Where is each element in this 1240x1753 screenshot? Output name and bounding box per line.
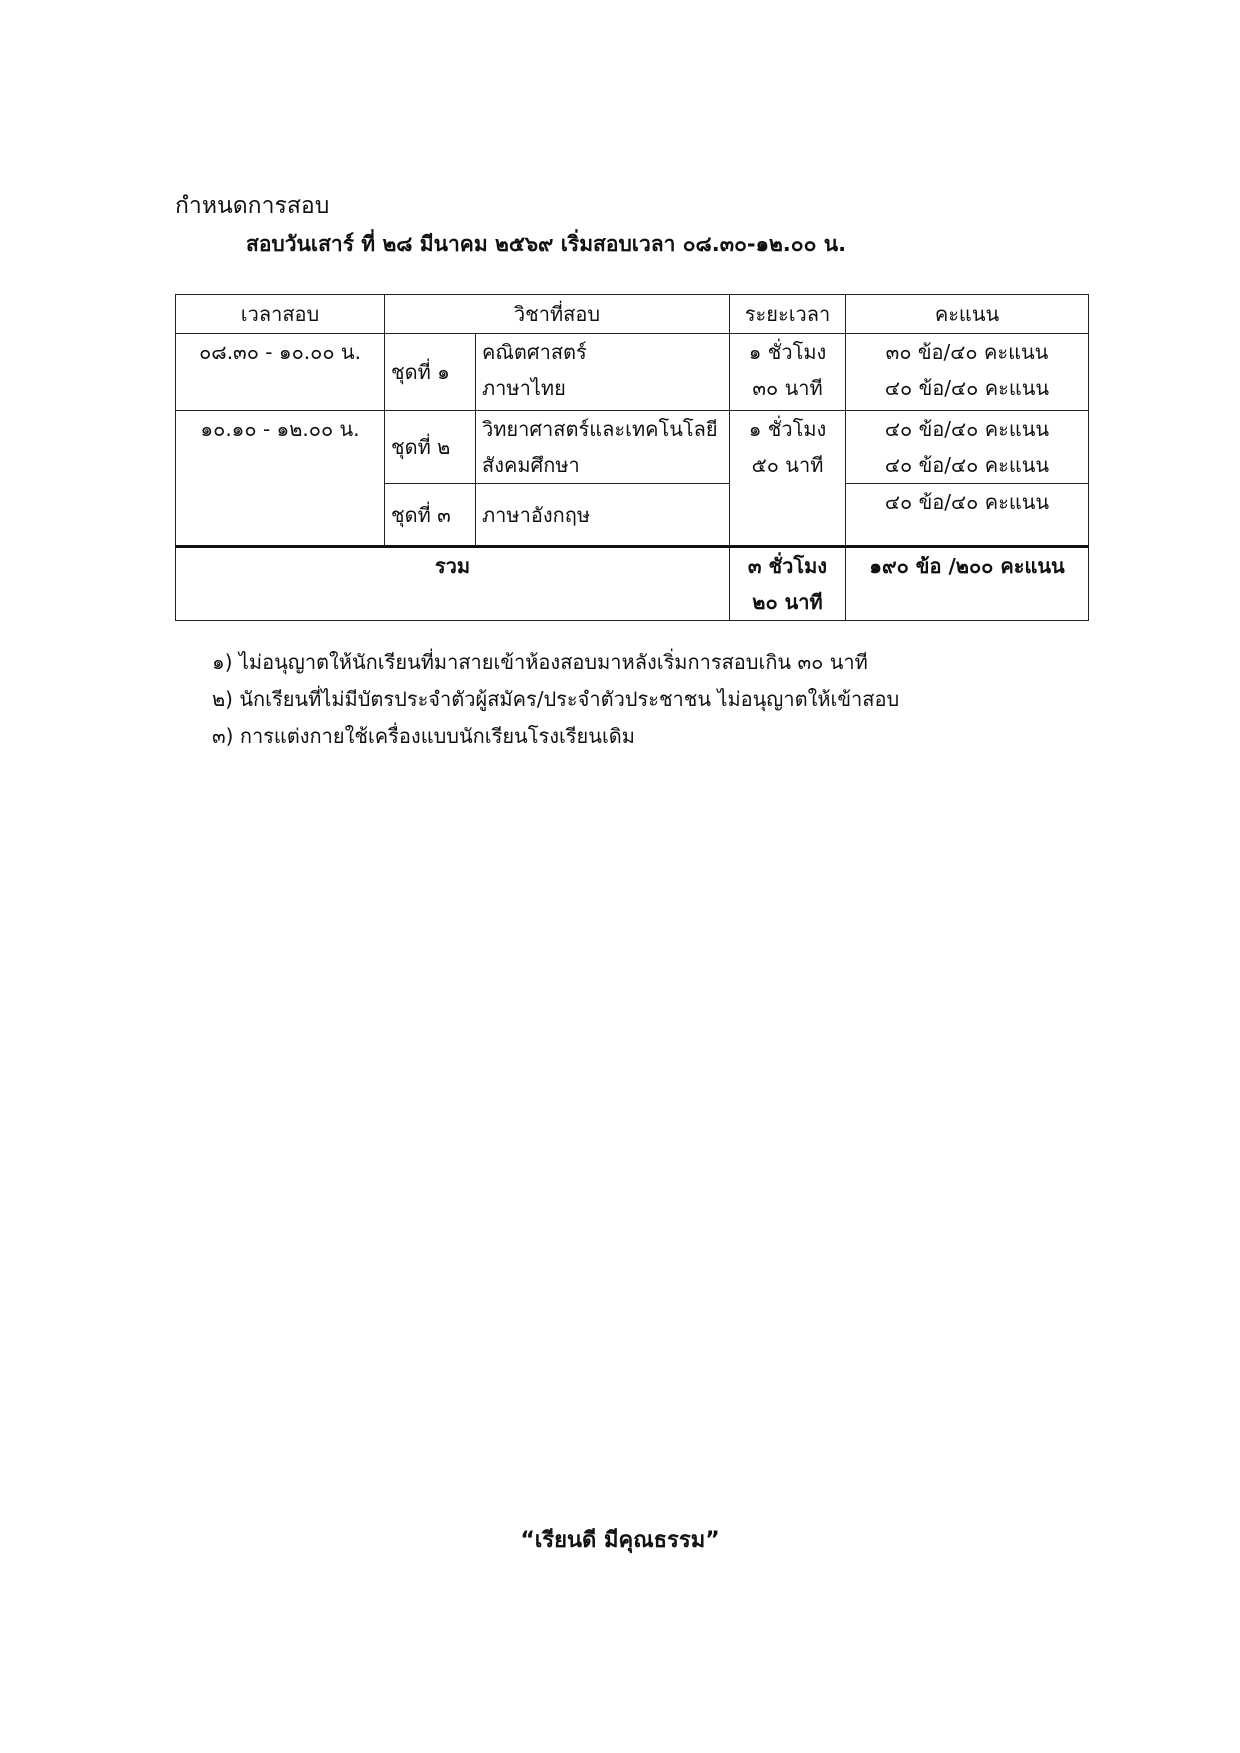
duration: ๕๐ นาที [751,453,824,477]
header-time: เวลาสอบ [176,295,385,334]
time: ๑๐.๑๐ - ๑๒.๐๐ น. [200,417,360,441]
subject-cell [476,334,730,411]
set-cell: ชุดที่ ๑ [385,334,476,411]
table-row [176,334,1089,411]
exam-date: สอบวันเสาร์ ที่ ๒๘ มีนาคม ๒๕๖๙ เริ่มสอบเวลา ๐๘.๓๐-๑๒.๐๐ น. [246,232,847,256]
score-cell [846,411,1089,484]
subject: สังคมศึกษา [482,453,580,477]
score: ๓๐ ข้อ/๔๐ คะแนน [885,340,1049,364]
score: ๔๐ ข้อ/๔๐ คะแนน [884,417,1050,441]
note-item: ๑) ไม่อนุญาตให้นักเรียนที่มาสายเข้าห้องสอบมาหลังเริ่มการสอบเกิน ๓๐ นาที [212,650,868,674]
duration: ๓ ชั่วโมง [747,554,828,578]
motto: “เรียนดี มีคุณธรรม” [520,1528,720,1553]
subject: ภาษาไทย [482,376,566,400]
time: ๐๘.๓๐ - ๑๐.๐๐ น. [199,340,361,364]
time-cell [176,411,385,547]
subject-cell [476,411,730,484]
total-score-cell [846,547,1089,621]
table-header [176,295,1089,334]
duration-cell [730,334,846,411]
duration: ๑ ชั่วโมง [748,417,827,441]
set-cell: ชุดที่ ๒ [385,411,476,484]
score: ๔๐ ข้อ/๔๐ คะแนน [884,453,1050,477]
note-item: ๓) การแต่งกายใช้เครื่องแบบนักเรียนโรงเรียนเดิม [212,724,635,748]
total-duration-cell [730,547,846,621]
subject: วิทยาศาสตร์และเทคโนโลยี [482,417,718,441]
time-cell [176,334,385,411]
exam-schedule-table [175,294,1089,621]
score-cell [846,334,1089,411]
score-cell [846,484,1089,547]
header-score: คะแนน [846,295,1089,334]
total-label-cell [176,547,730,621]
header-subject: วิชาที่สอบ [385,295,730,334]
score: ๔๐ ข้อ/๔๐ คะแนน [884,490,1050,514]
total-row [176,547,1089,621]
subject-cell: ภาษาอังกฤษ [476,484,730,547]
duration: ๒๐ นาที [752,590,823,614]
note-item: ๒) นักเรียนที่ไม่มีบัตรประจำตัวผู้สมัคร/ประจำตัวประชาชน ไม่อนุญาตให้เข้าสอบ [212,687,900,711]
total-label: รวม [434,554,471,578]
set-cell: ชุดที่ ๓ [385,484,476,547]
duration-cell [730,411,846,547]
subject: คณิตศาสตร์ [482,340,587,364]
score: ๔๐ ข้อ/๔๐ คะแนน [884,376,1050,400]
duration: ๓๐ นาที [752,376,823,400]
total-score: ๑๙๐ ข้อ /๒๐๐ คะแนน [869,554,1065,578]
notes-list [212,646,899,757]
heading: กำหนดการสอบ [175,193,330,219]
table-row [176,411,1089,484]
duration: ๑ ชั่วโมง [748,340,827,364]
header-duration: ระยะเวลา [730,295,846,334]
